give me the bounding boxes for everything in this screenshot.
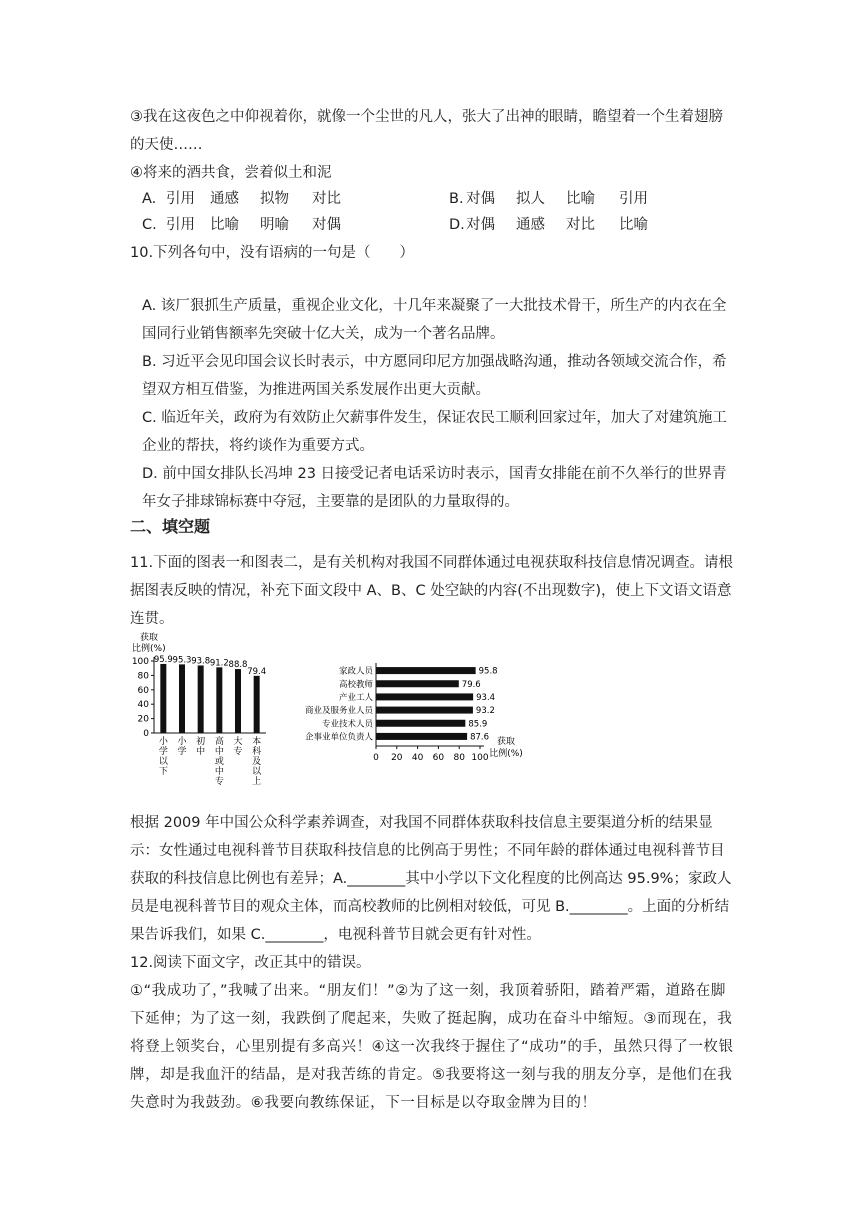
bar [376,693,473,700]
q11-passage: 根据 2009 年中国公众科学素养调查，对我国不同群体获取科技信息主要渠道分析的结果显示：女性通过电视科普节目获取科技信息的比例高于男性；不同年龄的群体通过电视科普节目获取的科技信息比例也有差异；A.________其中小学以下文化程度的比例高达 95.9%；家政人员是电视科普节目的观众主体，而高校教师的比例相对较低，可见 B.________。上面的分析结果告诉我们，如果 C.________，电视科普节目就会更有针对性。 [130,815,732,943]
x-tick-label: 40 [411,753,424,763]
q10-option-c: C. 临近年关，政府为有效防止欠薪事件发生，保证农民工顺利回家过年，加大了对建筑施工企业的帮扶，将约谈作为重要方式。 [142,410,727,454]
x-tick-label: 80 [453,753,465,763]
chart-occupation [284,660,524,772]
y-tick-label: 60 [137,685,149,696]
y-tick-label: 100 [131,657,149,667]
bar [235,669,241,733]
q10-option-a: A. 该厂狠抓生产质量，重视企业文化，十几年来凝聚了一大批技术骨干，所生产的内衣在全国同行业销售额率先突破十亿大关，成为一个著名品牌。 [142,298,727,342]
q9-option-a-letter: A. [142,191,157,207]
x-tick-label: 0 [373,753,379,763]
q9-option-c-letter: C. [142,217,157,233]
bar [376,707,473,714]
y-axis-label: 比例(%) [132,644,166,654]
category-label: 商业及服务业人员 [304,706,373,717]
x-tick-label: 初中 [196,737,206,757]
chart-education-level [128,628,278,787]
bar [376,720,465,727]
y-tick-label: 80 [137,671,149,682]
q9-option-b-term: 比喻 [566,191,595,207]
q9-option-c-term: 引用 [166,217,195,233]
x-axis-label: 比例(%) [489,749,523,759]
category-label: 企事业单位负责人 [304,732,373,743]
data-label: 93.8 [191,656,211,667]
bar [160,664,166,733]
data-label: 95.8 [478,666,498,677]
y-axis-label: 获取 [140,633,159,643]
data-label: 79.4 [247,666,267,677]
y-tick-label: 40 [137,700,149,711]
bar [376,680,459,687]
y-tick-label: 0 [143,729,149,739]
data-label: 95.9 [153,654,173,665]
q12-stem: 12.阅读下面文字，改正其中的错误。 [130,955,371,971]
x-axis-label: 获取 [496,737,516,747]
q9-item-4: ④将来的酒共食，尝着似土和泥 [130,165,332,181]
q9-option-a-term: 拟物 [260,191,289,207]
q9-option-d-term: 对偶 [466,217,495,233]
q9-option-d-letter: D. [449,217,465,233]
bar [216,667,222,733]
x-tick-label: 高中或中专 [214,737,224,787]
q9-item-3: ③我在这夜色之中仰视着你，就像一个尘世的凡人，张大了出神的眼睛，瞻望着一个生着翅膀的天使…… [130,109,723,153]
q9-option-b-letter: B. [449,191,464,207]
bar [179,664,185,733]
q9-option-d-term: 对比 [566,217,595,233]
q9-option-a-term: 引用 [166,191,195,207]
x-tick-label: 大专 [233,737,243,757]
data-label: 88.8 [228,660,248,671]
q9-option-b-term: 对偶 [466,191,495,207]
bar [376,667,476,674]
q9-option-a-term: 对比 [312,191,341,207]
q9-option-d-term: 比喻 [619,217,648,233]
q9-option-d-term: 通感 [516,217,545,233]
q9-option-c-term: 比喻 [210,217,239,233]
q12-passage: ①“我成功了，”我喊了出来。“朋友们！”②为了这一刻，我顶着骄阳，踏着严霜，道路在脚下延伸；为了这一刻，我跌倒了爬起来，失败了挺起胸，成功在奋斗中缩短。③而现在，我将登上领奖台，心里别提有多高兴！④这一次我终于握住了“成功”的手，虽然只得了一枚银牌，却是我血汗的结晶，是对我苦练的肯定。⑤我要将这一刻与我的朋友分享，是他们在我失意时为我鼓劲。⑥我要向教练保证，下一目标是以夺取金牌为目的！ [130,983,734,1111]
data-label: 85.9 [468,719,488,730]
bar [254,676,260,733]
x-tick-label: 100 [471,753,489,763]
x-tick-label: 20 [391,753,403,763]
category-label: 高校教师 [338,679,373,690]
q9-option-row-cd [142,212,762,238]
q10-stem: 10.下列各句中，没有语病的一句是（ ） [130,245,415,261]
data-label: 91.2 [209,658,229,669]
bar [376,733,467,740]
q10-option-d: D. 前中国女排队长冯坤 23 日接受记者电话采访时表示，国青女排能在前不久举行的世界青年女子排球锦标赛中夺冠，主要靠的是团队的力量取得的。 [142,466,727,510]
q9-option-c-term: 明喻 [260,217,289,233]
data-label: 79.6 [461,679,481,690]
x-tick-label: 本科及以上 [252,737,262,787]
x-tick-label: 小学 [177,737,187,757]
bar [198,665,204,733]
q9-option-b-term: 拟人 [516,191,545,207]
data-label: 93.4 [476,692,496,703]
q9-option-b-term: 引用 [619,191,648,207]
q11-stem: 11.下面的图表一和图表二，是有关机构对我国不同群体通过电视获取科技信息情况调查。请根据图表反映的情况，补充下面文段中 A、B、C 处空缺的内容(不出现数字)，使上下文语文语意连贯。 [130,555,734,627]
q9-option-a-term: 通感 [210,191,239,207]
data-label: 95.3 [172,655,192,666]
x-tick-label: 60 [432,753,445,763]
category-label: 家政人员 [338,666,373,677]
x-tick-label: 小学以下 [158,737,168,777]
data-label: 93.2 [475,706,495,717]
q9-option-row-ab [142,186,762,212]
category-label: 产业工人 [338,692,373,703]
q9-option-c-term: 对偶 [312,217,341,233]
q10-option-b: B. 习近平会见印国会议长时表示，中方愿同印尼方加强战略沟通，推动各领域交流合作，希望双方相互借鉴，为推进两国关系发展作出更大贡献。 [142,354,727,398]
y-tick-label: 20 [137,714,149,725]
category-label: 专业技术人员 [321,719,373,730]
data-label: 87.6 [470,732,490,743]
section-heading: 二、填空题 [130,517,211,536]
